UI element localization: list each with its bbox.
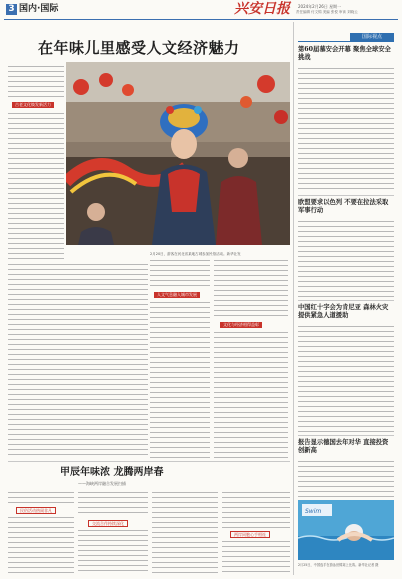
masthead-logo: 兴安日报	[234, 1, 290, 17]
main-subheading-2: 人文气息融入城市发展	[154, 292, 200, 298]
main-text-block	[8, 262, 148, 457]
story-divider	[298, 300, 394, 301]
lower-subheading-1: 民俗活动热闹非凡	[16, 507, 56, 514]
page-number: 3	[8, 4, 15, 14]
story2-text	[298, 219, 394, 297]
swim-photo-caption: 2月25日，中国选手在游泳世锦赛上比赛。新华社记者 摄	[298, 563, 379, 567]
story1-text	[298, 66, 394, 192]
svg-text:Swim: Swim	[305, 508, 322, 515]
lower-text-block	[222, 490, 290, 528]
main-text-block	[8, 111, 64, 261]
main-text-block	[150, 258, 210, 288]
festival-photo	[66, 62, 290, 245]
page-number-badge	[6, 4, 17, 15]
column-divider	[293, 22, 294, 575]
lower-text-block	[8, 515, 74, 575]
lower-text-block	[78, 490, 148, 516]
main-subheading-3: 文化与经济相得益彰	[220, 322, 262, 328]
lower-text-block	[222, 539, 290, 575]
lower-text-block	[78, 528, 148, 575]
main-text-block	[8, 64, 64, 100]
intl-banner: 国际视点	[350, 33, 394, 41]
main-text-block	[214, 258, 288, 318]
main-headline: 在年味儿里感受人文经济魅力	[38, 39, 240, 57]
section-divider	[8, 461, 290, 462]
story1-headline: 第60届慕安会开幕 聚焦全球安全挑战	[298, 46, 391, 61]
main-text-block	[150, 300, 210, 458]
lower-subheading-2: 交流合作持续深化	[88, 520, 128, 527]
lower-headline: 甲辰年味浓 龙腾两岸春	[60, 467, 164, 478]
lower-subhead: ——海峡两岸融合发展扫描	[78, 481, 126, 486]
lower-subheading-3: 两岸同胞心手相连	[230, 531, 270, 538]
swim-photo	[298, 500, 394, 560]
section-title: 国内·国际	[19, 4, 59, 14]
story4-text	[298, 459, 394, 497]
main-photo-caption: 2月20日，游客在河北省某地古城参加民俗活动。新华社发	[150, 252, 241, 256]
date: 2024年2月26日	[298, 4, 328, 9]
story3-headline: 中国红十字会为肯尼亚 森林火灾提供紧急人道援助	[298, 304, 389, 319]
story3-text	[298, 324, 394, 432]
issue-date	[298, 4, 341, 9]
story4-headline: 报告显示德国去年对华 直接投资创新高	[298, 439, 389, 454]
story2-headline: 欧盟要求以色列 不要在拉法采取军事行动	[298, 199, 389, 214]
lower-text-block	[152, 490, 218, 575]
header-rule	[4, 19, 398, 20]
story-divider	[298, 435, 394, 436]
lower-text-block	[8, 490, 74, 504]
main-subheading-1: 古老文化焕发新活力	[12, 102, 54, 108]
editor-line: 责任编辑 付文锦 美编 张悦 审读 刘晓云	[296, 10, 358, 14]
weekday: 星期一	[329, 4, 342, 9]
banner-rule	[298, 41, 394, 42]
main-text-block	[214, 330, 288, 458]
main-photo	[66, 62, 290, 245]
swimmer-image	[298, 500, 394, 560]
story-divider	[298, 195, 394, 196]
